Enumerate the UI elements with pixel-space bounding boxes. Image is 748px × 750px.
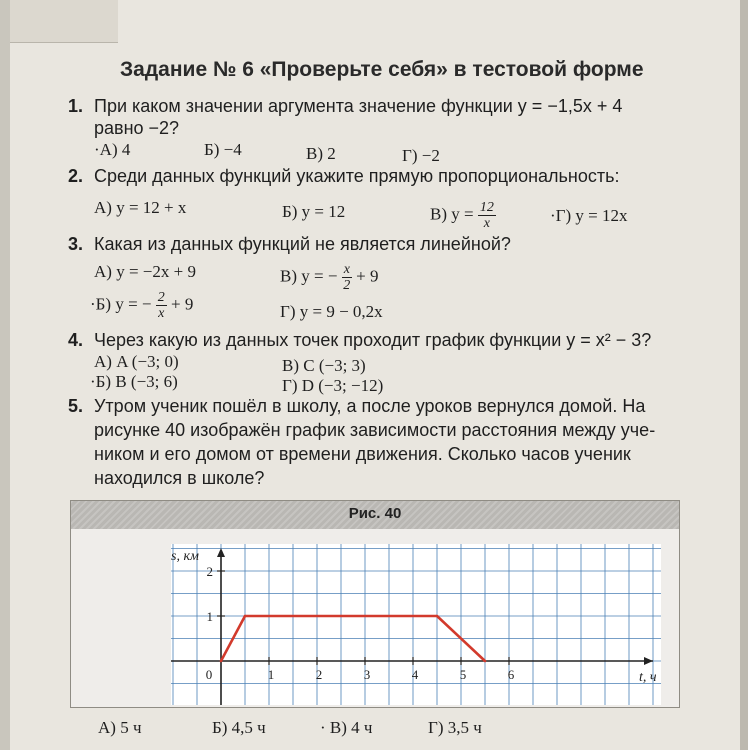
q2-option-g: ·Г) y = 12x [550, 206, 628, 225]
data-point [220, 660, 223, 663]
x-tick-label: 2 [315, 667, 323, 682]
question-text: равно −2? [94, 118, 180, 138]
option-text: + 9 [356, 266, 379, 286]
q2-option-v [430, 200, 496, 231]
question-text: Утром ученик пошёл в школу, а после уроков вернулся домой. На [94, 396, 646, 416]
q4-option-g: Г) D (−3; −12) [282, 376, 384, 395]
x-axis-label: t, ч [639, 670, 657, 685]
q1-option-a: ·А) 4 [94, 140, 131, 159]
figure-title: Рис. 40 [348, 505, 402, 522]
y-tick-label: 2 [206, 564, 213, 579]
question-number: 4. [68, 330, 84, 350]
fraction-denominator: x [158, 306, 165, 321]
q5-option-v: · В) 4 ч [320, 718, 373, 737]
question-number: 3. [68, 234, 84, 254]
fraction-numerator: 12 [479, 200, 494, 215]
figure-header [71, 501, 679, 529]
question-5-line4: находился в школе? [94, 468, 265, 488]
x-tick-label: 5 [459, 667, 467, 682]
textbook-page [10, 0, 748, 750]
q3-option-g: Г) y = 9 − 0,2x [280, 302, 383, 321]
question-1 [68, 96, 622, 117]
question-number: 2. [68, 166, 84, 186]
fraction-numerator: 2 [157, 290, 165, 305]
question-text: Среди данных функций укажите прямую пропорциональность: [94, 166, 620, 186]
x-tick-label: 3 [363, 667, 371, 682]
q2-option-b: Б) y = 12 [282, 202, 346, 221]
option-text: ·Б) y = − [90, 294, 152, 314]
q3-option-v [280, 262, 379, 293]
option-text: В) y = − [280, 266, 338, 286]
fraction-denominator: x [483, 216, 490, 231]
q5-option-b: Б) 4,5 ч [212, 718, 266, 737]
q1-option-v: В) 2 [306, 144, 336, 163]
question-text: При каком значении аргумента значение функции y = −1,5x + 4 [94, 96, 623, 116]
y-axis-label: s, км [171, 549, 199, 564]
fraction-denominator: 2 [343, 278, 351, 293]
question-number: 1. [68, 96, 84, 116]
x-tick-label: 6 [507, 667, 515, 682]
q3-option-b [90, 290, 193, 321]
question-text: Через какую из данных точек проходит график функции y = x² − 3? [94, 330, 652, 350]
q2-option-a: А) y = 12 + x [94, 198, 187, 217]
option-text: + 9 [171, 294, 194, 314]
distance-time-chart [71, 529, 679, 707]
fraction [342, 262, 352, 293]
q5-option-g: Г) 3,5 ч [428, 718, 482, 737]
question-4 [68, 330, 651, 351]
q5-option-a: А) 5 ч [98, 718, 142, 737]
q4-option-b: ·Б) B (−3; 6) [90, 372, 178, 391]
figure-40 [70, 500, 680, 708]
x-tick-label: 0 [205, 667, 213, 682]
q4-option-a: А) A (−3; 0) [94, 352, 179, 371]
q4-option-v: В) C (−3; 3) [282, 356, 366, 375]
x-tick-label: 1 [267, 667, 275, 682]
question-5-line3: ником и его домом от времени движения. Сколько часов ученик [94, 444, 631, 464]
question-5-line2: рисунке 40 изображён график зависимости расстояния между уче- [94, 420, 656, 440]
q2-option-v-label: В) y = [430, 204, 474, 224]
y-tick-label: 1 [206, 609, 213, 624]
question-number: 5. [68, 396, 84, 416]
data-point [244, 615, 247, 618]
question-5 [68, 396, 645, 417]
fraction [156, 290, 167, 321]
question-3 [68, 234, 511, 255]
question-2 [68, 166, 620, 187]
fraction-numerator: x [343, 262, 350, 277]
data-point [436, 615, 439, 618]
question-text: Какая из данных функций не является линейной? [94, 234, 511, 254]
question-1-line2 [94, 118, 179, 139]
fraction [478, 200, 496, 231]
q1-option-g: Г) −2 [402, 146, 440, 165]
data-point [484, 660, 487, 663]
q3-option-a: А) y = −2x + 9 [94, 262, 196, 281]
x-tick-label: 4 [411, 667, 419, 682]
page-edge [740, 0, 748, 750]
q1-option-b: Б) −4 [204, 140, 242, 159]
page-tab [10, 0, 118, 43]
page-title: Задание № 6 «Проверьте себя» в тестовой форме [120, 58, 644, 81]
